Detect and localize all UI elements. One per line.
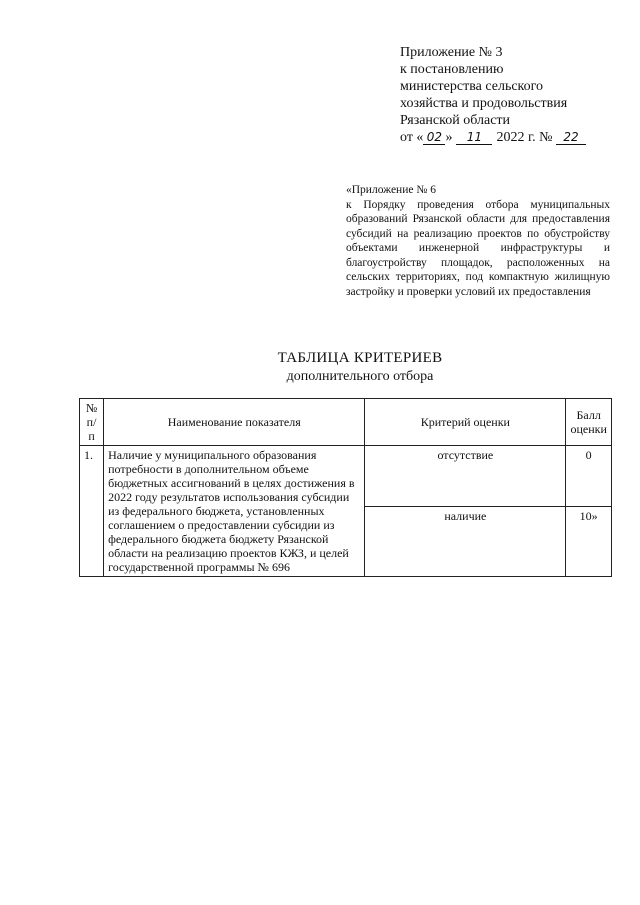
header-line: хозяйства и продовольствия (400, 96, 568, 111)
header-line: к постановлению (400, 62, 504, 77)
table-title-block (0, 348, 640, 386)
appendix-3-header (400, 44, 625, 146)
table-subtitle: дополнительного отбора (286, 369, 434, 384)
date-year: 2022 г. № (496, 130, 553, 145)
header-num: № п/п (80, 399, 104, 446)
score-present: 10» (566, 507, 612, 577)
header-date-line (400, 129, 625, 146)
appendix-6-block (346, 183, 610, 299)
row-num: 1. (80, 446, 104, 577)
appendix-6-body: к Порядку проведения отбора муниципальных образований Рязанской области для предоставления субсидий на реализацию проектов по обустройству объектами инженерной инфраструктуры и благоустройству площадок, расположенных на сельских территориях, под компактную жилищную застройку и проверки условий их предоставления (346, 198, 610, 298)
document-number-handwritten: 22 (556, 130, 586, 145)
date-day-handwritten: 02 (423, 130, 445, 145)
header-line: Рязанской области (400, 113, 511, 128)
date-prefix: от « (400, 130, 424, 145)
criteria-table (79, 398, 612, 577)
table-title: ТАБЛИЦА КРИТЕРИЕВ (277, 350, 443, 366)
criterion-absent: отсутствие (365, 446, 566, 507)
row-indicator-name: Наличие у муниципального образования потребности в дополнительном объеме бюджетных ассигнований в целях достижения в 2022 году результатов использования субсидии из федерального бюджета, установленных соглашением о предоставлении субсидии из федерального бюджета бюджету Рязанской области на реализацию проектов КЖЗ, и целей государственной программы № 696 (104, 446, 365, 577)
date-month-handwritten: 11 (456, 130, 492, 145)
header-line: Приложение № 3 (400, 45, 503, 60)
score-absent: 0 (566, 446, 612, 507)
criterion-present: наличие (365, 507, 566, 577)
appendix-6-title: «Приложение № 6 (346, 184, 436, 196)
header-criterion: Критерий оценки (365, 399, 566, 446)
table-row (80, 446, 612, 507)
header-score: Балл оценки (566, 399, 612, 446)
header-line: министерства сельского (400, 79, 544, 94)
header-name: Наименование показателя (104, 399, 365, 446)
table-header-row (80, 399, 612, 446)
date-mid: » (445, 130, 453, 145)
